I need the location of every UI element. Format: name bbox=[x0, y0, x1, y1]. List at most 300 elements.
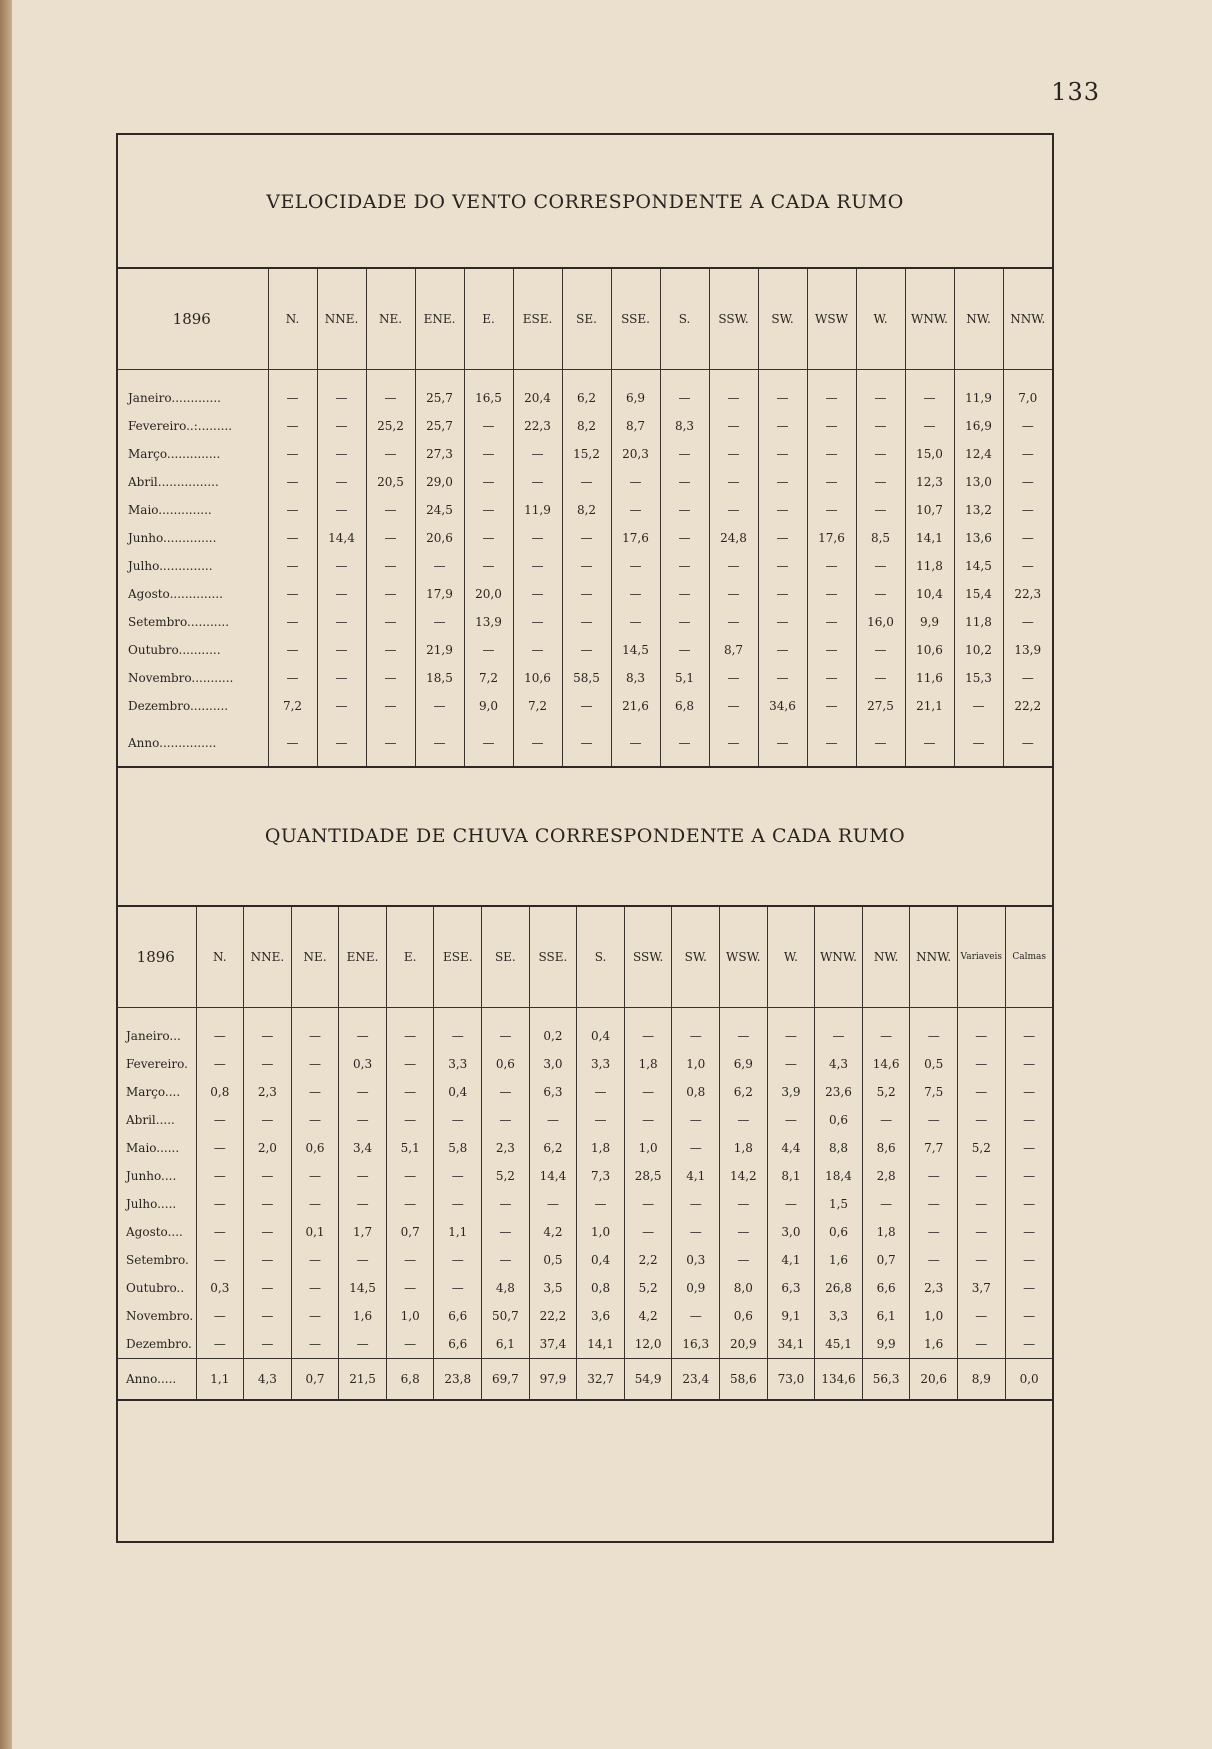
table-cell: — bbox=[905, 370, 954, 413]
table-cell: — bbox=[1005, 1106, 1053, 1134]
table-cell: — bbox=[905, 720, 954, 767]
table-cell: 1,0 bbox=[386, 1302, 434, 1330]
table-cell: 15,3 bbox=[954, 664, 1003, 692]
table-cell: 27,5 bbox=[856, 692, 905, 720]
table-cell: — bbox=[482, 1078, 530, 1106]
wind-direction-header: WSW bbox=[807, 268, 856, 370]
table-cell: — bbox=[758, 412, 807, 440]
table-cell: — bbox=[672, 1106, 720, 1134]
table-cell: — bbox=[856, 440, 905, 468]
table-cell: — bbox=[720, 1008, 768, 1051]
table-cell: — bbox=[767, 1190, 815, 1218]
rain-table-row bbox=[116, 1106, 1053, 1134]
table-cell: — bbox=[366, 692, 415, 720]
table-cell: — bbox=[910, 1008, 958, 1051]
table-cell: — bbox=[660, 370, 709, 413]
table-cell: 0,5 bbox=[529, 1246, 577, 1274]
table-cell: — bbox=[905, 412, 954, 440]
table-cell: — bbox=[958, 1106, 1006, 1134]
table-cell: 6,1 bbox=[482, 1330, 530, 1359]
table-cell: 7,2 bbox=[513, 692, 562, 720]
table-cell: 17,6 bbox=[611, 524, 660, 552]
month-label: Fevereiro..:......... bbox=[128, 419, 233, 433]
table-cell: — bbox=[317, 412, 366, 440]
table-cell: — bbox=[339, 1330, 387, 1359]
table-cell: 13,2 bbox=[954, 496, 1003, 524]
table-cell: — bbox=[464, 468, 513, 496]
table-cell: — bbox=[513, 608, 562, 636]
table-cell: 8,9 bbox=[958, 1359, 1006, 1401]
table-cell: — bbox=[611, 496, 660, 524]
table-cell: — bbox=[268, 608, 317, 636]
table-cell: 8,3 bbox=[611, 664, 660, 692]
table-cell: — bbox=[856, 412, 905, 440]
table-cell: — bbox=[317, 720, 366, 767]
wind-direction-header: SSW. bbox=[709, 268, 758, 370]
table-cell: 24,8 bbox=[709, 524, 758, 552]
table-cell: 20,9 bbox=[720, 1330, 768, 1359]
table-cell: — bbox=[720, 1106, 768, 1134]
table-cell: 11,9 bbox=[513, 496, 562, 524]
table-cell: 12,0 bbox=[624, 1330, 672, 1359]
table-cell: — bbox=[386, 1078, 434, 1106]
table-cell: — bbox=[958, 1302, 1006, 1330]
table-cell: 34,1 bbox=[767, 1330, 815, 1359]
table-cell: — bbox=[464, 524, 513, 552]
table-cell: — bbox=[1003, 468, 1052, 496]
month-label: Junho.... bbox=[126, 1169, 177, 1183]
table-cell: 134,6 bbox=[815, 1359, 863, 1401]
wind-direction-header: S. bbox=[660, 268, 709, 370]
table-cell: 15,0 bbox=[905, 440, 954, 468]
table-cell: — bbox=[1005, 1274, 1053, 1302]
table-cell: 6,8 bbox=[386, 1359, 434, 1401]
table-cell: — bbox=[196, 1106, 244, 1134]
table-cell: 0,3 bbox=[196, 1274, 244, 1302]
table-cell: 56,3 bbox=[862, 1359, 910, 1401]
table-cell: 14,4 bbox=[317, 524, 366, 552]
rain-direction-header: WSW. bbox=[720, 906, 768, 1008]
table-cell: 17,9 bbox=[415, 580, 464, 608]
month-label: Agosto.... bbox=[126, 1225, 183, 1239]
wind-table-row bbox=[116, 636, 1052, 664]
table-cell: 0,6 bbox=[720, 1302, 768, 1330]
table-cell: — bbox=[317, 636, 366, 664]
table-cell: — bbox=[856, 468, 905, 496]
table-cell: — bbox=[386, 1050, 434, 1078]
table-cell: — bbox=[660, 524, 709, 552]
table-cell: 4,2 bbox=[624, 1302, 672, 1330]
table-cell: — bbox=[672, 1134, 720, 1162]
table-cell: 4,3 bbox=[815, 1050, 863, 1078]
rain-table-row bbox=[116, 1190, 1053, 1218]
table-cell: 0,7 bbox=[386, 1218, 434, 1246]
rain-table-row bbox=[116, 1359, 1053, 1401]
rain-direction-header: W. bbox=[767, 906, 815, 1008]
table-cell: 1,0 bbox=[577, 1218, 625, 1246]
rain-direction-header: NE. bbox=[291, 906, 339, 1008]
table-cell: 14,1 bbox=[577, 1330, 625, 1359]
table-cell: — bbox=[767, 1008, 815, 1051]
table-cell: — bbox=[339, 1190, 387, 1218]
table-cell: 3,3 bbox=[815, 1302, 863, 1330]
table-cell: — bbox=[1005, 1302, 1053, 1330]
table-cell: 2,3 bbox=[910, 1274, 958, 1302]
table-cell: — bbox=[807, 692, 856, 720]
table-cell: 6,6 bbox=[434, 1330, 482, 1359]
table-cell: 29,0 bbox=[415, 468, 464, 496]
table-cell: — bbox=[709, 720, 758, 767]
table-cell: — bbox=[366, 552, 415, 580]
table-cell: — bbox=[196, 1162, 244, 1190]
table-cell: 3,3 bbox=[434, 1050, 482, 1078]
table-cell: 25,2 bbox=[366, 412, 415, 440]
page-number: 133 bbox=[1051, 78, 1100, 106]
table-cell: — bbox=[339, 1106, 387, 1134]
month-label: Janeiro............. bbox=[128, 391, 221, 405]
table-cell: — bbox=[244, 1218, 292, 1246]
table-cell: — bbox=[758, 664, 807, 692]
table-cell: 20,3 bbox=[611, 440, 660, 468]
table-cell: — bbox=[415, 608, 464, 636]
table-cell: — bbox=[709, 412, 758, 440]
table-cell: — bbox=[196, 1190, 244, 1218]
table-cell: 1,0 bbox=[624, 1134, 672, 1162]
table-cell: 3,4 bbox=[339, 1134, 387, 1162]
table-cell: 22,2 bbox=[529, 1302, 577, 1330]
table-cell: 18,5 bbox=[415, 664, 464, 692]
rain-direction-header: SE. bbox=[482, 906, 530, 1008]
table-cell: — bbox=[807, 412, 856, 440]
table-cell: 1,8 bbox=[577, 1134, 625, 1162]
month-label: Fevereiro. bbox=[126, 1057, 188, 1071]
table-cell: 7,2 bbox=[268, 692, 317, 720]
table-cell: — bbox=[268, 664, 317, 692]
wind-direction-header: NE. bbox=[366, 268, 415, 370]
table-cell: — bbox=[709, 552, 758, 580]
table-cell: — bbox=[196, 1050, 244, 1078]
table-cell: 22,2 bbox=[1003, 692, 1052, 720]
table-cell: — bbox=[954, 692, 1003, 720]
table-cell: 9,9 bbox=[905, 608, 954, 636]
table-cell: 3,0 bbox=[767, 1218, 815, 1246]
wind-direction-header: NNE. bbox=[317, 268, 366, 370]
table-cell: — bbox=[529, 1190, 577, 1218]
rain-direction-header: SSE. bbox=[529, 906, 577, 1008]
table-cell: — bbox=[291, 1008, 339, 1051]
table-cell: — bbox=[807, 720, 856, 767]
table-cell: 21,1 bbox=[905, 692, 954, 720]
table-cell: 3,9 bbox=[767, 1078, 815, 1106]
table-cell: 2,3 bbox=[244, 1078, 292, 1106]
table-cell: 15,2 bbox=[562, 440, 611, 468]
table-cell: 23,6 bbox=[815, 1078, 863, 1106]
table-cell: 54,9 bbox=[624, 1359, 672, 1401]
table-cell: — bbox=[807, 370, 856, 413]
rain-direction-header: ESE. bbox=[434, 906, 482, 1008]
table-cell: 0,6 bbox=[482, 1050, 530, 1078]
table-cell: 3,7 bbox=[958, 1274, 1006, 1302]
table-cell: — bbox=[513, 580, 562, 608]
table-cell: 0,9 bbox=[672, 1274, 720, 1302]
table-cell: — bbox=[958, 1050, 1006, 1078]
table-cell: — bbox=[1003, 412, 1052, 440]
table-cell: — bbox=[386, 1106, 434, 1134]
rain-direction-header: SW. bbox=[672, 906, 720, 1008]
table-cell: — bbox=[196, 1008, 244, 1051]
table-cell: — bbox=[709, 370, 758, 413]
rain-direction-header: NNW. bbox=[910, 906, 958, 1008]
table-cell: — bbox=[339, 1162, 387, 1190]
wind-direction-header: WNW. bbox=[905, 268, 954, 370]
table-cell: 34,6 bbox=[758, 692, 807, 720]
table-cell: — bbox=[513, 552, 562, 580]
month-label: Março.... bbox=[126, 1085, 181, 1099]
table-cell: 3,5 bbox=[529, 1274, 577, 1302]
table-cell: — bbox=[291, 1274, 339, 1302]
table-cell: — bbox=[464, 636, 513, 664]
table-cell: — bbox=[339, 1078, 387, 1106]
table-cell: — bbox=[386, 1246, 434, 1274]
table-cell: 9,0 bbox=[464, 692, 513, 720]
table-cell: 1,6 bbox=[339, 1302, 387, 1330]
table-cell: 12,4 bbox=[954, 440, 1003, 468]
table-cell: — bbox=[958, 1008, 1006, 1051]
table-cell: 73,0 bbox=[767, 1359, 815, 1401]
rain-section-title: QUANTIDADE DE CHUVA CORRESPONDENTE A CADA RUMO bbox=[264, 825, 906, 847]
rain-table-row bbox=[116, 1162, 1053, 1190]
table-cell: 23,8 bbox=[434, 1359, 482, 1401]
table-cell: 11,8 bbox=[954, 608, 1003, 636]
table-cell: 50,7 bbox=[482, 1302, 530, 1330]
wind-table-row bbox=[116, 608, 1052, 636]
rain-table-row bbox=[116, 1078, 1053, 1106]
table-cell: — bbox=[672, 1218, 720, 1246]
table-cell: — bbox=[758, 608, 807, 636]
table-cell: — bbox=[624, 1106, 672, 1134]
table-cell: 0,7 bbox=[291, 1359, 339, 1401]
table-cell: 7,2 bbox=[464, 664, 513, 692]
table-cell: — bbox=[1003, 524, 1052, 552]
table-cell: — bbox=[856, 580, 905, 608]
table-cell: — bbox=[268, 720, 317, 767]
table-cell: 16,9 bbox=[954, 412, 1003, 440]
table-cell: — bbox=[513, 524, 562, 552]
table-cell: 1,1 bbox=[196, 1359, 244, 1401]
table-cell: 4,3 bbox=[244, 1359, 292, 1401]
table-cell: 5,2 bbox=[958, 1134, 1006, 1162]
table-cell: 22,3 bbox=[513, 412, 562, 440]
table-cell: 7,7 bbox=[910, 1134, 958, 1162]
table-cell: — bbox=[562, 580, 611, 608]
table-cell: — bbox=[339, 1246, 387, 1274]
wind-table-row bbox=[116, 580, 1052, 608]
table-cell: 10,2 bbox=[954, 636, 1003, 664]
table-cell: 97,9 bbox=[529, 1359, 577, 1401]
month-label: Agosto.............. bbox=[128, 587, 223, 601]
table-cell: 1,8 bbox=[862, 1218, 910, 1246]
table-cell: — bbox=[758, 496, 807, 524]
table-cell: — bbox=[1005, 1050, 1053, 1078]
wind-year-header: 1896 bbox=[116, 268, 268, 370]
table-cell: — bbox=[317, 468, 366, 496]
table-cell: — bbox=[1005, 1078, 1053, 1106]
table-cell: — bbox=[366, 720, 415, 767]
rain-direction-header: N. bbox=[196, 906, 244, 1008]
table-cell: 5,1 bbox=[386, 1134, 434, 1162]
table-cell: 14,5 bbox=[954, 552, 1003, 580]
table-cell: — bbox=[660, 608, 709, 636]
table-cell: 20,6 bbox=[415, 524, 464, 552]
table-cell: — bbox=[624, 1078, 672, 1106]
table-cell: 14,5 bbox=[339, 1274, 387, 1302]
table-cell: 10,7 bbox=[905, 496, 954, 524]
table-cell: — bbox=[862, 1190, 910, 1218]
table-cell: 32,7 bbox=[577, 1359, 625, 1401]
table-cell: 2,8 bbox=[862, 1162, 910, 1190]
table-cell: — bbox=[562, 720, 611, 767]
table-cell: 0,4 bbox=[577, 1008, 625, 1051]
table-cell: 8,0 bbox=[720, 1274, 768, 1302]
table-cell: — bbox=[807, 664, 856, 692]
table-cell: — bbox=[562, 608, 611, 636]
table-cell: 1,1 bbox=[434, 1218, 482, 1246]
rain-table-row bbox=[116, 1008, 1053, 1051]
rain-direction-header: E. bbox=[386, 906, 434, 1008]
table-cell: 21,5 bbox=[339, 1359, 387, 1401]
table-cell: — bbox=[562, 636, 611, 664]
table-cell: — bbox=[482, 1218, 530, 1246]
table-cell: — bbox=[767, 1050, 815, 1078]
table-cell: 8,2 bbox=[562, 412, 611, 440]
table-cell: 6,2 bbox=[720, 1078, 768, 1106]
table-cell: 15,4 bbox=[954, 580, 1003, 608]
table-cell: — bbox=[268, 552, 317, 580]
table-cell: — bbox=[244, 1008, 292, 1051]
table-cell: 2,2 bbox=[624, 1246, 672, 1274]
rain-table-row bbox=[116, 1050, 1053, 1078]
table-cell: — bbox=[807, 440, 856, 468]
month-label: Dezembro. bbox=[126, 1337, 192, 1351]
table-cell: 6,2 bbox=[562, 370, 611, 413]
table-cell: — bbox=[529, 1106, 577, 1134]
table-cell: 4,1 bbox=[767, 1246, 815, 1274]
rain-table-row bbox=[116, 1330, 1053, 1359]
table-cell: — bbox=[611, 468, 660, 496]
table-cell: 26,8 bbox=[815, 1274, 863, 1302]
table-cell: — bbox=[415, 720, 464, 767]
table-cell: 21,9 bbox=[415, 636, 464, 664]
page-binding-edge bbox=[0, 0, 12, 1749]
table-cell: 0,8 bbox=[672, 1078, 720, 1106]
table-cell: — bbox=[317, 608, 366, 636]
table-cell: — bbox=[366, 664, 415, 692]
table-cell: 69,7 bbox=[482, 1359, 530, 1401]
table-cell: 27,3 bbox=[415, 440, 464, 468]
table-cell: 6,9 bbox=[720, 1050, 768, 1078]
table-cell: — bbox=[1005, 1008, 1053, 1051]
table-cell: — bbox=[464, 720, 513, 767]
table-cell: — bbox=[366, 524, 415, 552]
table-cell: — bbox=[317, 496, 366, 524]
rain-direction-header: Variaveis bbox=[958, 906, 1006, 1008]
table-cell: 23,4 bbox=[672, 1359, 720, 1401]
table-cell: — bbox=[758, 524, 807, 552]
wind-table-row bbox=[116, 552, 1052, 580]
table-cell: 8,1 bbox=[767, 1162, 815, 1190]
table-cell: 1,0 bbox=[672, 1050, 720, 1078]
month-label: Setembro........... bbox=[128, 615, 230, 629]
table-cell: — bbox=[434, 1008, 482, 1051]
table-cell: — bbox=[317, 692, 366, 720]
table-cell: — bbox=[624, 1218, 672, 1246]
table-cell: — bbox=[268, 440, 317, 468]
rain-direction-header: S. bbox=[577, 906, 625, 1008]
rain-table-row bbox=[116, 1218, 1053, 1246]
month-label: Julho..... bbox=[126, 1197, 177, 1211]
table-cell: — bbox=[291, 1330, 339, 1359]
table-cell: 1,6 bbox=[910, 1330, 958, 1359]
wind-speed-table bbox=[116, 267, 1052, 768]
wind-table-row bbox=[116, 496, 1052, 524]
table-cell: 6,3 bbox=[767, 1274, 815, 1302]
month-label: Abril..... bbox=[126, 1113, 175, 1127]
table-cell: 4,4 bbox=[767, 1134, 815, 1162]
table-cell: — bbox=[807, 496, 856, 524]
table-cell: — bbox=[958, 1190, 1006, 1218]
table-cell: — bbox=[958, 1078, 1006, 1106]
table-cell: 5,2 bbox=[624, 1274, 672, 1302]
table-cell: — bbox=[815, 1008, 863, 1051]
table-cell: 8,8 bbox=[815, 1134, 863, 1162]
table-cell: 0,1 bbox=[291, 1218, 339, 1246]
table-cell: — bbox=[386, 1330, 434, 1359]
table-cell: — bbox=[758, 720, 807, 767]
table-cell: — bbox=[1003, 664, 1052, 692]
table-cell: 7,5 bbox=[910, 1078, 958, 1106]
rain-table-row bbox=[116, 1134, 1053, 1162]
table-cell: — bbox=[958, 1330, 1006, 1359]
table-cell: — bbox=[268, 636, 317, 664]
month-label: Abril................ bbox=[128, 475, 219, 489]
table-cell: 11,9 bbox=[954, 370, 1003, 413]
tables-frame bbox=[116, 133, 1054, 1543]
table-cell: — bbox=[709, 440, 758, 468]
rain-table-row bbox=[116, 1274, 1053, 1302]
table-cell: — bbox=[244, 1302, 292, 1330]
table-cell: — bbox=[562, 468, 611, 496]
table-cell: 8,5 bbox=[856, 524, 905, 552]
table-cell: 6,3 bbox=[529, 1078, 577, 1106]
table-cell: — bbox=[720, 1246, 768, 1274]
table-cell: 14,1 bbox=[905, 524, 954, 552]
table-cell: — bbox=[434, 1106, 482, 1134]
wind-direction-header: NW. bbox=[954, 268, 1003, 370]
table-cell: — bbox=[268, 496, 317, 524]
table-cell: — bbox=[1005, 1330, 1053, 1359]
table-cell: — bbox=[767, 1106, 815, 1134]
table-cell: — bbox=[1003, 440, 1052, 468]
table-cell: — bbox=[291, 1050, 339, 1078]
wind-table-row bbox=[116, 440, 1052, 468]
table-cell: — bbox=[1005, 1162, 1053, 1190]
table-cell: — bbox=[244, 1190, 292, 1218]
table-cell: — bbox=[291, 1302, 339, 1330]
table-cell: 22,3 bbox=[1003, 580, 1052, 608]
month-label: Janeiro... bbox=[126, 1029, 181, 1043]
table-cell: 4,1 bbox=[672, 1162, 720, 1190]
table-cell: — bbox=[660, 580, 709, 608]
